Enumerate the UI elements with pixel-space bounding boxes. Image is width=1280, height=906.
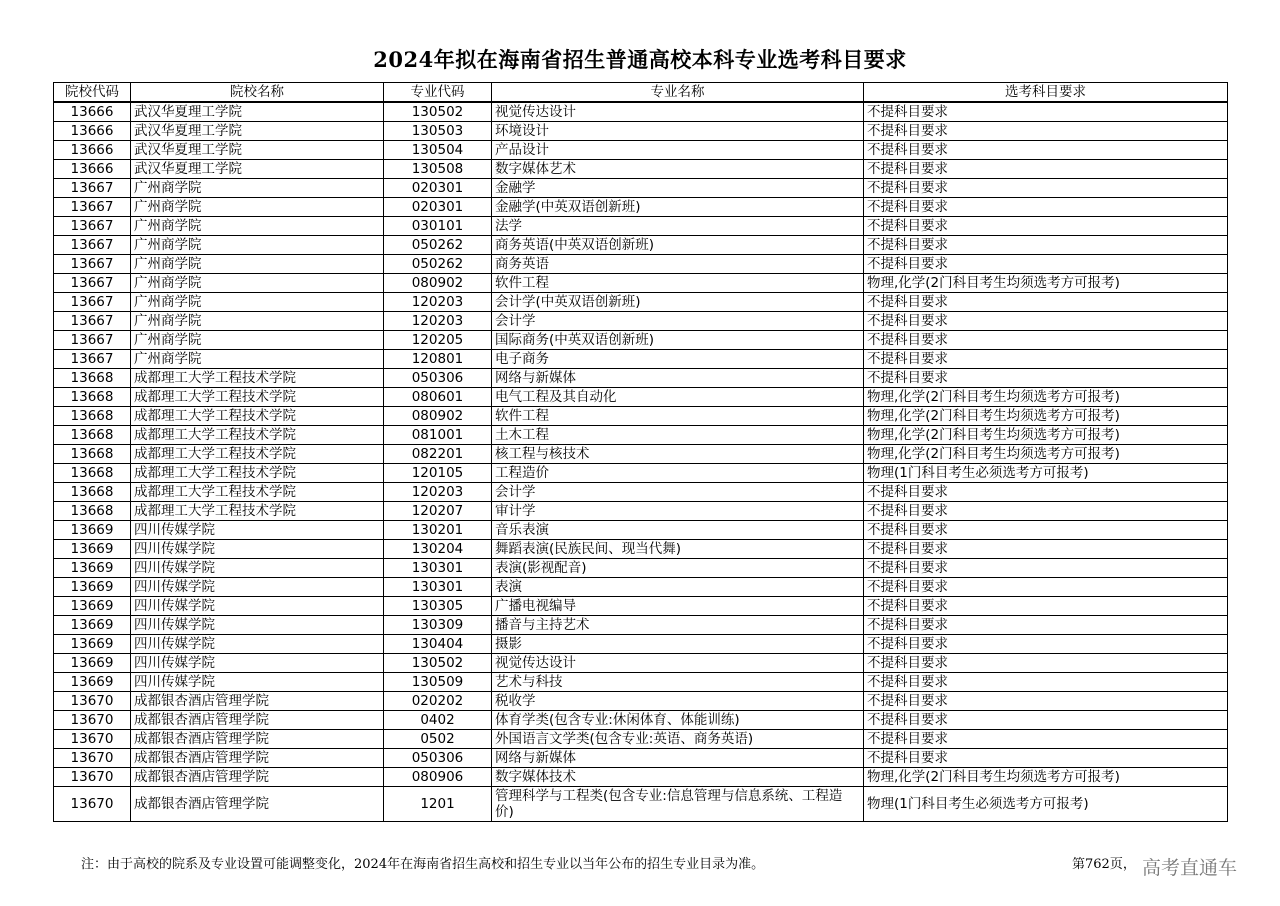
subject-requirement-cell: 不提科目要求 — [864, 236, 1228, 255]
major-code-cell: 080902 — [384, 407, 492, 426]
school-name-cell: 成都理工大学工程技术学院 — [131, 445, 384, 464]
table-row — [54, 502, 1228, 521]
subject-requirement-cell: 不提科目要求 — [864, 217, 1228, 236]
table-row — [54, 293, 1228, 312]
column-header-subject-requirement: 选考科目要求 — [864, 83, 1228, 103]
school-name-cell: 四川传媒学院 — [131, 578, 384, 597]
major-code-cell: 120203 — [384, 293, 492, 312]
school-code-cell: 13670 — [54, 692, 131, 711]
school-code-cell: 13670 — [54, 711, 131, 730]
school-name-cell: 四川传媒学院 — [131, 559, 384, 578]
page-number: 第762页， — [1072, 857, 1136, 872]
major-code-cell: 130309 — [384, 616, 492, 635]
table-row — [54, 160, 1228, 179]
table-row — [54, 122, 1228, 141]
subject-requirement-cell: 不提科目要求 — [864, 597, 1228, 616]
table-row — [54, 274, 1228, 293]
school-code-cell: 13667 — [54, 179, 131, 198]
subject-requirement-cell: 不提科目要求 — [864, 312, 1228, 331]
footnote: 注：由于高校的院系及专业设置可能调整变化，2024年在海南省招生高校和招生专业以当年公布的招生专业目录为准。 — [81, 857, 765, 872]
table-row — [54, 350, 1228, 369]
major-code-cell: 080902 — [384, 274, 492, 293]
table-row — [54, 654, 1228, 673]
school-code-cell: 13669 — [54, 616, 131, 635]
table-row — [54, 255, 1228, 274]
school-name-cell: 成都银杏酒店管理学院 — [131, 787, 384, 822]
table-row — [54, 711, 1228, 730]
page-title: 2024年拟在海南省招生普通高校本科专业选考科目要求 — [373, 47, 907, 72]
column-header-major-name: 专业名称 — [492, 83, 864, 103]
school-code-cell: 13668 — [54, 426, 131, 445]
table-row — [54, 331, 1228, 350]
major-code-cell: 020301 — [384, 179, 492, 198]
school-code-cell: 13667 — [54, 293, 131, 312]
major-name-cell: 商务英语(中英双语创新班) — [492, 236, 864, 255]
school-name-cell: 四川传媒学院 — [131, 521, 384, 540]
major-code-cell: 120203 — [384, 483, 492, 502]
subject-requirement-cell: 物理,化学(2门科目考生均须选考方可报考) — [864, 407, 1228, 426]
subject-requirement-cell: 不提科目要求 — [864, 692, 1228, 711]
subject-requirement-cell: 不提科目要求 — [864, 179, 1228, 198]
subject-requirement-cell: 物理(1门科目考生必须选考方可报考) — [864, 464, 1228, 483]
subject-requirement-cell: 不提科目要求 — [864, 293, 1228, 312]
major-name-cell: 电气工程及其自动化 — [492, 388, 864, 407]
major-name-cell: 视觉传达设计 — [492, 654, 864, 673]
school-name-cell: 成都理工大学工程技术学院 — [131, 407, 384, 426]
school-code-cell: 13670 — [54, 768, 131, 787]
major-name-cell: 税收学 — [492, 692, 864, 711]
major-code-cell: 0402 — [384, 711, 492, 730]
school-code-cell: 13666 — [54, 122, 131, 141]
school-name-cell: 广州商学院 — [131, 217, 384, 236]
major-name-cell: 商务英语 — [492, 255, 864, 274]
major-name-cell: 数字媒体技术 — [492, 768, 864, 787]
school-name-cell: 广州商学院 — [131, 255, 384, 274]
school-code-cell: 13668 — [54, 445, 131, 464]
school-name-cell: 成都理工大学工程技术学院 — [131, 464, 384, 483]
major-code-cell: 130502 — [384, 102, 492, 122]
major-code-cell: 130204 — [384, 540, 492, 559]
table-row — [54, 369, 1228, 388]
major-code-cell: 082201 — [384, 445, 492, 464]
major-name-cell: 会计学 — [492, 312, 864, 331]
table-row — [54, 236, 1228, 255]
school-code-cell: 13668 — [54, 388, 131, 407]
school-name-cell: 成都理工大学工程技术学院 — [131, 369, 384, 388]
major-name-cell: 法学 — [492, 217, 864, 236]
major-name-cell: 表演 — [492, 578, 864, 597]
subject-requirement-cell: 不提科目要求 — [864, 483, 1228, 502]
major-code-cell: 050306 — [384, 749, 492, 768]
major-name-cell: 土木工程 — [492, 426, 864, 445]
subject-requirement-cell: 不提科目要求 — [864, 673, 1228, 692]
major-name-cell: 会计学 — [492, 483, 864, 502]
school-code-cell: 13666 — [54, 160, 131, 179]
subject-requirement-cell: 物理,化学(2门科目考生均须选考方可报考) — [864, 445, 1228, 464]
table-row — [54, 445, 1228, 464]
school-name-cell: 四川传媒学院 — [131, 616, 384, 635]
major-name-cell: 审计学 — [492, 502, 864, 521]
school-code-cell: 13670 — [54, 787, 131, 822]
subject-requirement-cell: 不提科目要求 — [864, 122, 1228, 141]
table-row — [54, 312, 1228, 331]
school-code-cell: 13669 — [54, 673, 131, 692]
major-code-cell: 120105 — [384, 464, 492, 483]
column-header-major-code: 专业代码 — [384, 83, 492, 103]
subject-requirement-cell: 不提科目要求 — [864, 540, 1228, 559]
school-code-cell: 13668 — [54, 407, 131, 426]
major-code-cell: 050262 — [384, 255, 492, 274]
major-code-cell: 130508 — [384, 160, 492, 179]
school-code-cell: 13668 — [54, 483, 131, 502]
column-header-school-code: 院校代码 — [54, 83, 131, 103]
subject-requirement-cell: 不提科目要求 — [864, 102, 1228, 122]
table-row — [54, 521, 1228, 540]
table-body — [54, 102, 1228, 822]
table-row — [54, 102, 1228, 122]
major-code-cell: 020202 — [384, 692, 492, 711]
table-header-row — [54, 83, 1228, 103]
table-row — [54, 388, 1228, 407]
major-name-cell: 播音与主持艺术 — [492, 616, 864, 635]
subject-requirement-cell: 不提科目要求 — [864, 331, 1228, 350]
major-code-cell: 130201 — [384, 521, 492, 540]
subject-requirement-cell: 不提科目要求 — [864, 255, 1228, 274]
subject-requirement-cell: 不提科目要求 — [864, 730, 1228, 749]
school-name-cell: 广州商学院 — [131, 350, 384, 369]
table-row — [54, 749, 1228, 768]
school-code-cell: 13669 — [54, 559, 131, 578]
major-name-cell: 环境设计 — [492, 122, 864, 141]
table-row — [54, 787, 1228, 822]
major-code-cell: 0502 — [384, 730, 492, 749]
subject-requirement-cell: 不提科目要求 — [864, 711, 1228, 730]
table-row — [54, 179, 1228, 198]
school-name-cell: 成都理工大学工程技术学院 — [131, 483, 384, 502]
subject-requirements-table — [53, 82, 1228, 822]
table-row — [54, 540, 1228, 559]
major-code-cell: 080906 — [384, 768, 492, 787]
school-name-cell: 成都银杏酒店管理学院 — [131, 730, 384, 749]
school-code-cell: 13667 — [54, 350, 131, 369]
major-name-cell: 会计学(中英双语创新班) — [492, 293, 864, 312]
school-code-cell: 13668 — [54, 502, 131, 521]
major-name-cell: 管理科学与工程类(包含专业:信息管理与信息系统、工程造价) — [492, 787, 864, 822]
major-name-cell: 金融学 — [492, 179, 864, 198]
major-name-cell: 视觉传达设计 — [492, 102, 864, 122]
watermark: 高考直通车 — [1142, 857, 1238, 879]
school-name-cell: 成都银杏酒店管理学院 — [131, 711, 384, 730]
subject-requirement-cell: 不提科目要求 — [864, 141, 1228, 160]
school-name-cell: 成都理工大学工程技术学院 — [131, 426, 384, 445]
school-name-cell: 四川传媒学院 — [131, 597, 384, 616]
school-name-cell: 广州商学院 — [131, 312, 384, 331]
major-code-cell: 130305 — [384, 597, 492, 616]
school-code-cell: 13669 — [54, 635, 131, 654]
subject-requirement-cell: 不提科目要求 — [864, 654, 1228, 673]
major-name-cell: 艺术与科技 — [492, 673, 864, 692]
school-code-cell: 13668 — [54, 369, 131, 388]
subject-requirement-cell: 不提科目要求 — [864, 369, 1228, 388]
school-code-cell: 13666 — [54, 102, 131, 122]
table-row — [54, 198, 1228, 217]
subject-requirement-cell: 不提科目要求 — [864, 578, 1228, 597]
major-name-cell: 工程造价 — [492, 464, 864, 483]
table-row — [54, 464, 1228, 483]
major-name-cell: 广播电视编导 — [492, 597, 864, 616]
school-code-cell: 13669 — [54, 521, 131, 540]
major-code-cell: 120205 — [384, 331, 492, 350]
major-name-cell: 体育学类(包含专业:休闲体育、体能训练) — [492, 711, 864, 730]
major-name-cell: 软件工程 — [492, 274, 864, 293]
major-name-cell: 表演(影视配音) — [492, 559, 864, 578]
table-row — [54, 407, 1228, 426]
major-name-cell: 网络与新媒体 — [492, 749, 864, 768]
school-code-cell: 13667 — [54, 198, 131, 217]
subject-requirement-cell: 不提科目要求 — [864, 559, 1228, 578]
major-code-cell: 130301 — [384, 559, 492, 578]
major-code-cell: 1201 — [384, 787, 492, 822]
major-name-cell: 舞蹈表演(民族民间、现当代舞) — [492, 540, 864, 559]
table-row — [54, 768, 1228, 787]
major-code-cell: 130404 — [384, 635, 492, 654]
school-code-cell: 13667 — [54, 217, 131, 236]
major-code-cell: 030101 — [384, 217, 492, 236]
table-row — [54, 217, 1228, 236]
school-name-cell: 四川传媒学院 — [131, 673, 384, 692]
school-name-cell: 四川传媒学院 — [131, 635, 384, 654]
table-row — [54, 141, 1228, 160]
table-row — [54, 635, 1228, 654]
subject-requirement-cell: 不提科目要求 — [864, 198, 1228, 217]
table-row — [54, 597, 1228, 616]
major-code-cell: 020301 — [384, 198, 492, 217]
major-name-cell: 数字媒体艺术 — [492, 160, 864, 179]
major-name-cell: 网络与新媒体 — [492, 369, 864, 388]
school-name-cell: 广州商学院 — [131, 236, 384, 255]
subject-requirement-cell: 不提科目要求 — [864, 749, 1228, 768]
subject-requirement-cell: 物理,化学(2门科目考生均须选考方可报考) — [864, 388, 1228, 407]
school-name-cell: 成都理工大学工程技术学院 — [131, 388, 384, 407]
major-code-cell: 130504 — [384, 141, 492, 160]
major-code-cell: 080601 — [384, 388, 492, 407]
major-name-cell: 电子商务 — [492, 350, 864, 369]
school-code-cell: 13668 — [54, 464, 131, 483]
major-name-cell: 音乐表演 — [492, 521, 864, 540]
school-code-cell: 13667 — [54, 312, 131, 331]
school-name-cell: 武汉华夏理工学院 — [131, 141, 384, 160]
table-row — [54, 559, 1228, 578]
school-name-cell: 成都银杏酒店管理学院 — [131, 692, 384, 711]
school-code-cell: 13667 — [54, 255, 131, 274]
school-name-cell: 武汉华夏理工学院 — [131, 160, 384, 179]
school-name-cell: 武汉华夏理工学院 — [131, 102, 384, 122]
subject-requirement-cell: 不提科目要求 — [864, 635, 1228, 654]
school-code-cell: 13669 — [54, 578, 131, 597]
school-code-cell: 13667 — [54, 236, 131, 255]
school-code-cell: 13669 — [54, 654, 131, 673]
school-name-cell: 四川传媒学院 — [131, 540, 384, 559]
subject-requirement-cell: 不提科目要求 — [864, 521, 1228, 540]
school-code-cell: 13670 — [54, 749, 131, 768]
major-name-cell: 软件工程 — [492, 407, 864, 426]
school-name-cell: 成都理工大学工程技术学院 — [131, 502, 384, 521]
school-name-cell: 广州商学院 — [131, 274, 384, 293]
major-code-cell: 120207 — [384, 502, 492, 521]
subject-requirement-cell: 不提科目要求 — [864, 160, 1228, 179]
major-name-cell: 金融学(中英双语创新班) — [492, 198, 864, 217]
subject-requirement-cell: 物理,化学(2门科目考生均须选考方可报考) — [864, 274, 1228, 293]
column-header-school-name: 院校名称 — [131, 83, 384, 103]
major-code-cell: 130509 — [384, 673, 492, 692]
school-code-cell: 13670 — [54, 730, 131, 749]
major-code-cell: 120801 — [384, 350, 492, 369]
school-code-cell: 13666 — [54, 141, 131, 160]
school-code-cell: 13667 — [54, 274, 131, 293]
major-code-cell: 050262 — [384, 236, 492, 255]
school-name-cell: 广州商学院 — [131, 293, 384, 312]
major-name-cell: 产品设计 — [492, 141, 864, 160]
school-code-cell: 13669 — [54, 540, 131, 559]
school-name-cell: 广州商学院 — [131, 331, 384, 350]
major-name-cell: 外国语言文学类(包含专业:英语、商务英语) — [492, 730, 864, 749]
school-code-cell: 13669 — [54, 597, 131, 616]
school-name-cell: 成都银杏酒店管理学院 — [131, 768, 384, 787]
school-name-cell: 广州商学院 — [131, 198, 384, 217]
major-code-cell: 081001 — [384, 426, 492, 445]
major-code-cell: 130502 — [384, 654, 492, 673]
major-name-cell: 核工程与核技术 — [492, 445, 864, 464]
table-row — [54, 578, 1228, 597]
table-row — [54, 730, 1228, 749]
table-row — [54, 426, 1228, 445]
school-name-cell: 四川传媒学院 — [131, 654, 384, 673]
major-name-cell: 摄影 — [492, 635, 864, 654]
major-code-cell: 050306 — [384, 369, 492, 388]
subject-requirement-cell: 物理,化学(2门科目考生均须选考方可报考) — [864, 426, 1228, 445]
table-row — [54, 692, 1228, 711]
subject-requirement-cell: 不提科目要求 — [864, 350, 1228, 369]
school-name-cell: 成都银杏酒店管理学院 — [131, 749, 384, 768]
table-row — [54, 616, 1228, 635]
major-code-cell: 120203 — [384, 312, 492, 331]
school-code-cell: 13667 — [54, 331, 131, 350]
major-name-cell: 国际商务(中英双语创新班) — [492, 331, 864, 350]
school-name-cell: 广州商学院 — [131, 179, 384, 198]
table-row — [54, 483, 1228, 502]
table-row — [54, 673, 1228, 692]
school-name-cell: 武汉华夏理工学院 — [131, 122, 384, 141]
subject-requirement-cell: 不提科目要求 — [864, 502, 1228, 521]
subject-requirement-cell: 物理(1门科目考生必须选考方可报考) — [864, 787, 1228, 822]
major-code-cell: 130503 — [384, 122, 492, 141]
subject-requirement-cell: 不提科目要求 — [864, 616, 1228, 635]
subject-requirement-cell: 物理,化学(2门科目考生均须选考方可报考) — [864, 768, 1228, 787]
major-code-cell: 130301 — [384, 578, 492, 597]
